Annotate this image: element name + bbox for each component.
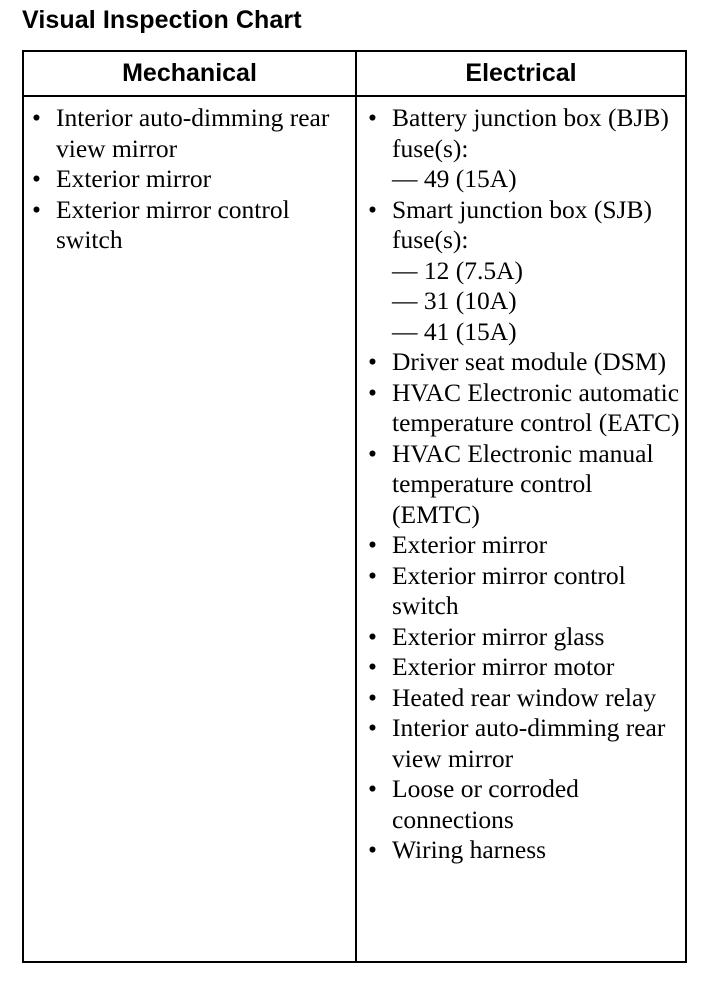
list-item bbox=[368, 195, 684, 348]
list-item-text: HVAC Electronic manual temperature control (EMTC) bbox=[392, 438, 654, 529]
list-item-text: Exterior mirror bbox=[392, 530, 548, 559]
list-item bbox=[368, 347, 684, 378]
mechanical-column bbox=[32, 103, 350, 256]
fuse-item: — 31 (10A) bbox=[392, 286, 517, 315]
list-item bbox=[32, 164, 350, 195]
list-item-text: Smart junction box (SJB) fuse(s): bbox=[392, 194, 652, 254]
list-item bbox=[368, 774, 684, 835]
list-item-text: Exterior mirror bbox=[56, 164, 212, 193]
list-item-text: Exterior mirror control switch bbox=[56, 194, 290, 254]
list-item-text: Exterior mirror glass bbox=[392, 621, 605, 651]
list-item bbox=[368, 652, 684, 683]
list-item-text: Interior auto-dimming rear view mirror bbox=[56, 103, 330, 163]
fuse-sublist bbox=[392, 256, 684, 348]
chart-title: Visual Inspection Chart bbox=[22, 6, 302, 34]
list-item-text: Heated rear window relay bbox=[392, 682, 657, 712]
list-item bbox=[368, 713, 684, 774]
electrical-column bbox=[368, 103, 684, 866]
list-item-text: Wiring harness bbox=[392, 835, 547, 864]
list-item-text: Exterior mirror motor bbox=[392, 652, 615, 681]
fuse-sublist bbox=[392, 164, 684, 195]
column-divider bbox=[355, 52, 357, 961]
fuse-item: — 41 (15A) bbox=[392, 316, 517, 346]
column-header-electrical: Electrical bbox=[465, 59, 577, 87]
list-item bbox=[368, 439, 684, 531]
fuse-item: — 49 (15A) bbox=[392, 164, 517, 193]
list-item bbox=[368, 683, 684, 714]
column-header-mechanical: Mechanical bbox=[122, 59, 257, 87]
list-item-text: Loose or corroded connections bbox=[392, 774, 579, 834]
list-item-text: Exterior mirror control switch bbox=[392, 560, 626, 620]
header-divider bbox=[24, 95, 685, 97]
list-item bbox=[368, 378, 684, 439]
list-item bbox=[368, 103, 684, 195]
fuse-item: — 12 (7.5A) bbox=[392, 255, 524, 285]
mechanical-list bbox=[32, 103, 350, 256]
list-item bbox=[368, 561, 684, 622]
list-item bbox=[32, 103, 350, 164]
list-item-text: HVAC Electronic automatic temperature control (EATC) bbox=[392, 377, 680, 437]
electrical-list bbox=[368, 103, 684, 866]
list-item bbox=[368, 835, 684, 866]
list-item bbox=[32, 195, 350, 256]
list-item bbox=[368, 530, 684, 561]
list-item-text: Driver seat module (DSM) bbox=[392, 347, 667, 376]
list-item bbox=[368, 622, 684, 653]
list-item-text: Battery junction box (BJB) fuse(s): bbox=[392, 103, 669, 163]
list-item-text: Interior auto-dimming rear view mirror bbox=[392, 713, 666, 773]
inspection-table bbox=[22, 50, 687, 963]
